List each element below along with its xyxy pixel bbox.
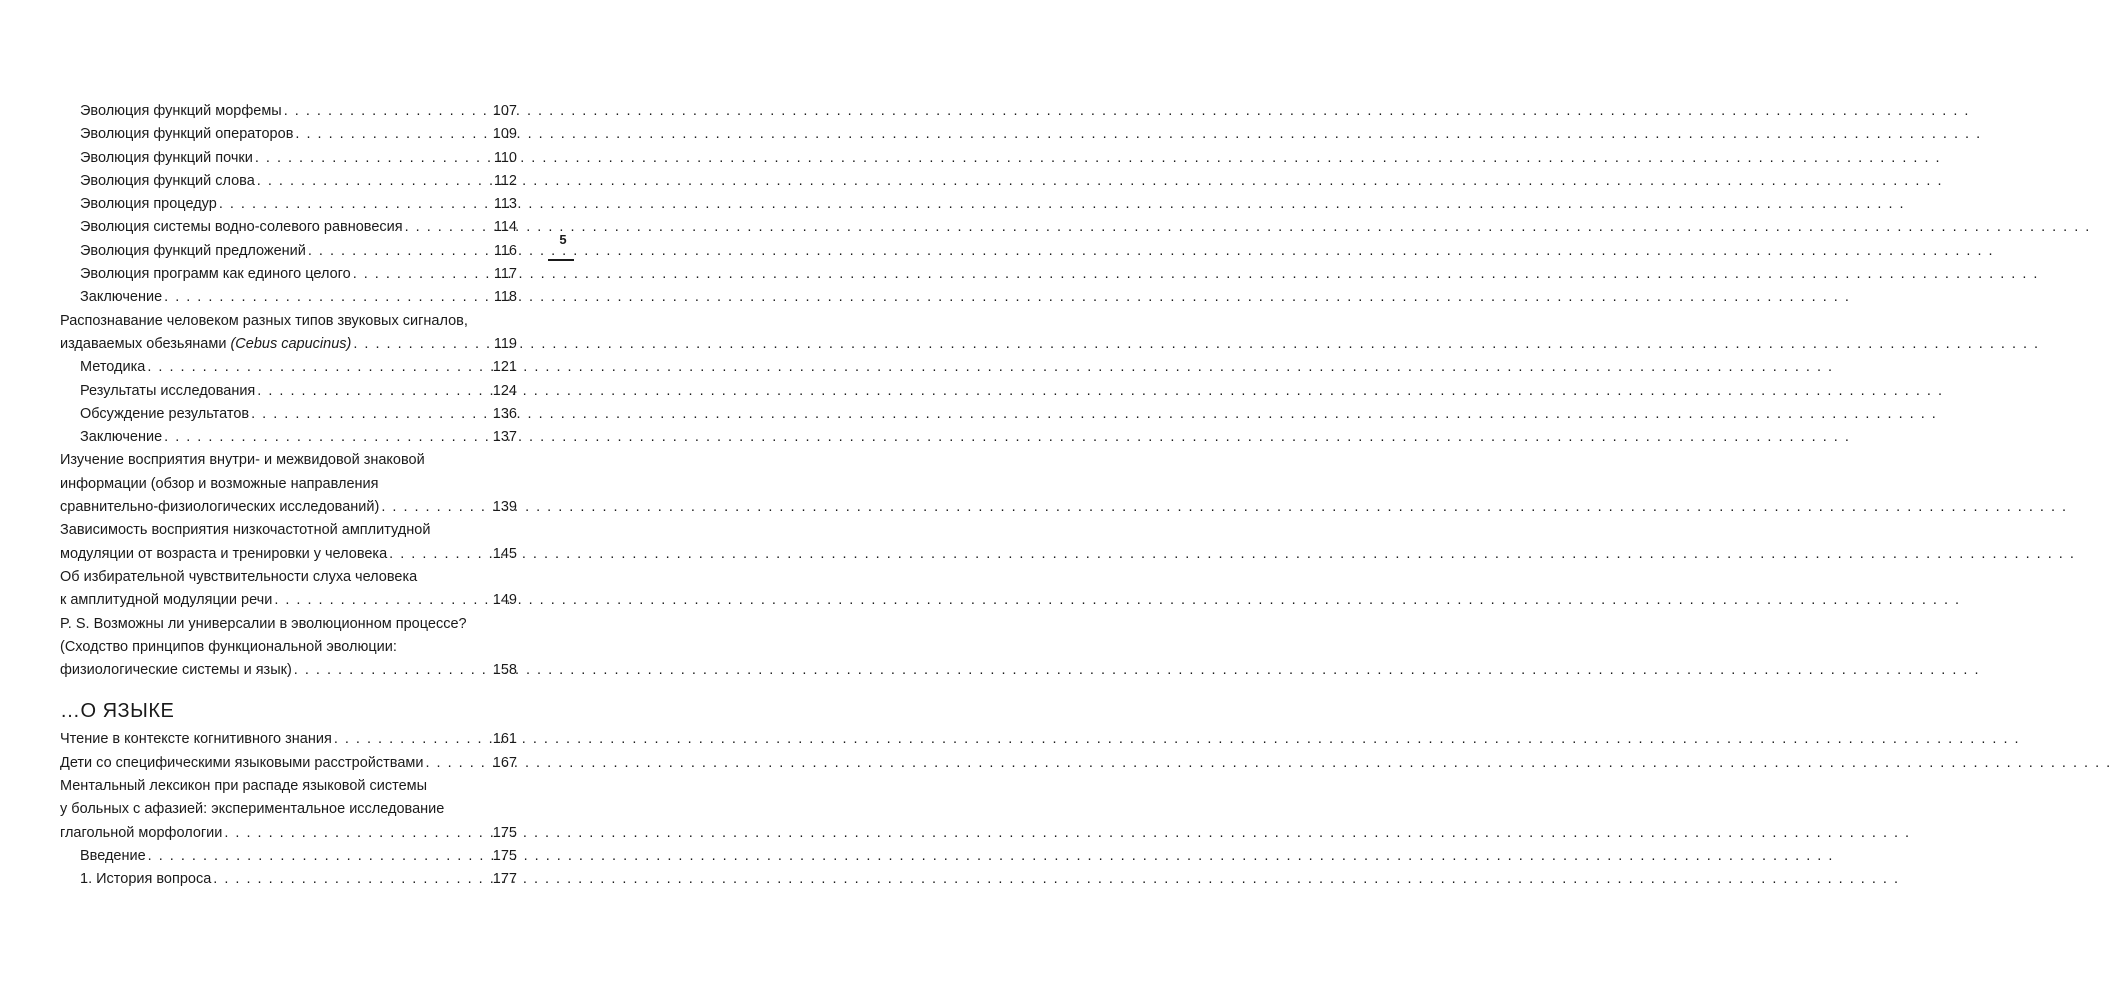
- toc-page-number: 137: [492, 429, 517, 446]
- toc-entry: [60, 473, 517, 496]
- leader-dots: [353, 333, 492, 356]
- toc-page-number: 114: [493, 219, 517, 236]
- section-title: …О ЯЗЫКЕ: [60, 700, 175, 723]
- toc-entry: [60, 566, 517, 589]
- toc-entry-title: глагольной морфологии: [60, 824, 223, 841]
- toc-entry-title: Методика: [80, 359, 146, 376]
- toc-entry-title: P. S. Возможны ли универсалии в эволюционном процессе?: [60, 615, 467, 632]
- toc-entry-title: Эволюция программ как единого целого: [80, 266, 351, 283]
- leader-dots: [308, 240, 492, 263]
- toc-entry: [60, 868, 517, 891]
- leader-dots: [164, 426, 491, 449]
- toc-entry-multiline: [60, 775, 517, 845]
- toc-page-number: 161: [492, 731, 517, 748]
- toc-entry: [60, 147, 517, 170]
- toc-entry-title: Ментальный лексикон при распаде языковой системы: [60, 778, 428, 795]
- toc-entry-title: (Сходство принципов функциональной эволюции:: [60, 638, 397, 655]
- toc-entry-title: Эволюция системы водно-солевого равновесия: [80, 219, 403, 236]
- toc-entry: [60, 798, 517, 821]
- toc-page-number: 124: [492, 382, 517, 399]
- toc-page-number: 119: [493, 335, 517, 352]
- toc-page-number: 112: [493, 172, 517, 189]
- toc-page-number: 110: [493, 149, 517, 166]
- toc-page-number: 117: [493, 266, 517, 283]
- toc-entry-title: информации (обзор и возможные направления: [60, 475, 379, 492]
- leader-dots: [274, 589, 490, 612]
- toc-page-number: 175: [492, 824, 517, 841]
- leader-dots: [295, 123, 490, 146]
- toc-entry-title: Эволюция функций предложений: [80, 242, 306, 259]
- toc-entry: [60, 659, 517, 682]
- toc-entry: [60, 286, 517, 309]
- leader-dots: [294, 659, 491, 682]
- toc-page-number: 121: [492, 359, 517, 376]
- toc-entry-title: Эволюция функций морфемы: [80, 103, 282, 119]
- toc-page-number: 139: [492, 499, 517, 516]
- toc-entry-title: сравнительно-физиологических исследований): [60, 499, 380, 516]
- leader-dots: [257, 380, 491, 403]
- toc-entry-title: модуляции от возраста и тренировки у человека: [60, 545, 388, 562]
- toc-entry: [60, 822, 517, 845]
- toc-entry: [60, 589, 517, 612]
- toc-entry-title: Результаты исследования: [80, 382, 256, 399]
- toc-entry-title: издаваемых обезьянами (Cebus capucinus): [60, 335, 352, 352]
- toc-entry-title: у больных с афазией: экспериментальное исследование: [60, 801, 445, 818]
- leader-dots: [389, 543, 491, 566]
- toc-entry-title: Эволюция процедур: [80, 196, 217, 213]
- toc-entry-multiline: [60, 519, 517, 566]
- leader-dots: [425, 752, 490, 775]
- toc-entry-title: Изучение восприятия внутри- и межвидовой знаковой: [60, 452, 425, 469]
- leader-dots: [255, 147, 492, 170]
- leader-dots: [164, 286, 492, 309]
- leader-dots: [213, 868, 491, 891]
- toc-entry-title: Зависимость восприятия низкочастотной амплитудной: [60, 522, 431, 539]
- toc-entry: [60, 613, 517, 636]
- toc-entry-multiline: [60, 728, 517, 751]
- leader-dots: [405, 216, 492, 239]
- toc-page-number: 158: [492, 662, 517, 679]
- toc-entry: [60, 356, 517, 379]
- toc-page-number: 145: [492, 545, 517, 562]
- toc-entry: [60, 263, 517, 286]
- toc-entry-title: Об избирательной чувствительности слуха человека: [60, 568, 418, 585]
- toc-page-number: 118: [493, 289, 517, 306]
- toc-entry-title: Чтение в контексте когнитивного знания: [60, 731, 332, 748]
- toc-entry: [60, 426, 517, 449]
- toc-entry: [60, 380, 517, 403]
- toc-entry-title: Введение: [80, 847, 146, 864]
- toc-entry: [60, 123, 517, 146]
- toc-entry: [60, 193, 517, 216]
- toc-page-number: 116: [493, 242, 517, 259]
- toc-entry: [60, 728, 517, 751]
- toc-entry: [60, 636, 517, 659]
- toc-entry: [60, 100, 517, 123]
- toc-entry: [60, 519, 517, 542]
- table-of-contents: [60, 100, 517, 892]
- toc-page-number: 109: [492, 126, 517, 143]
- leader-dots: [381, 496, 490, 519]
- toc-entry-multiline: [60, 449, 517, 519]
- toc-entry: [60, 775, 517, 798]
- toc-entry: [60, 216, 517, 239]
- toc-page-number: 175: [492, 847, 517, 864]
- toc-entry: [60, 403, 517, 426]
- toc-entry-title: к амплитудной модуляции речи: [60, 592, 273, 609]
- toc-entry-multiline: [60, 752, 517, 775]
- toc-entry: [60, 543, 517, 566]
- toc-page-number: 113: [493, 196, 517, 213]
- toc-entry: [60, 240, 517, 263]
- leader-dots: [147, 356, 490, 379]
- toc-entry-title: 1. История вопроса: [80, 871, 212, 888]
- toc-entry: [60, 496, 517, 519]
- toc-group-evolution: [60, 100, 517, 310]
- leader-dots: [224, 822, 490, 845]
- leader-dots: [284, 100, 491, 123]
- leader-dots: [257, 170, 492, 193]
- toc-entry-capucinus: [60, 310, 517, 357]
- toc-entry-multiline: [60, 566, 517, 613]
- toc-group-perception: [60, 449, 517, 682]
- toc-page-number: 136: [492, 405, 517, 422]
- toc-entry: [60, 752, 517, 775]
- leader-dots: [148, 845, 491, 868]
- leader-dots: [334, 728, 491, 751]
- toc-entry-title: Эволюция функций операторов: [80, 126, 294, 143]
- toc-group-capucinus-subsections: [60, 356, 517, 449]
- toc-entry-multiline: [60, 613, 517, 683]
- toc-entry-title: Эволюция функций почки: [80, 149, 253, 166]
- book-page: [0, 0, 644, 1000]
- page-number: 5: [559, 232, 567, 247]
- toc-page-number: 149: [492, 592, 517, 609]
- toc-entry-title: физиологические системы и язык): [60, 662, 292, 679]
- page-number-rule: [548, 259, 574, 261]
- leader-dots: [219, 193, 492, 216]
- toc-entry-title: Обсуждение результатов: [80, 405, 250, 422]
- toc-entry: [60, 170, 517, 193]
- toc-page-number: 167: [492, 754, 517, 771]
- toc-group-aphasia-subsections: [60, 845, 517, 892]
- toc-entry-title: Дети со специфическими языковыми расстройствами: [60, 754, 424, 771]
- toc-entry-title: Распознавание человеком разных типов звуковых сигналов,: [60, 312, 468, 329]
- toc-entry: [60, 845, 517, 868]
- toc-group-language: [60, 728, 517, 844]
- toc-page-number: 107: [492, 103, 517, 119]
- toc-entry-title: Заключение: [80, 289, 163, 306]
- toc-entry-title: Эволюция функций слова: [80, 172, 255, 189]
- leader-dots: [251, 403, 491, 426]
- toc-entry-title: Заключение: [80, 429, 163, 446]
- species-name: (Cebus capucinus): [230, 335, 352, 352]
- toc-page-number: 177: [492, 871, 517, 888]
- leader-dots: [353, 263, 492, 286]
- toc-entry: [60, 449, 517, 472]
